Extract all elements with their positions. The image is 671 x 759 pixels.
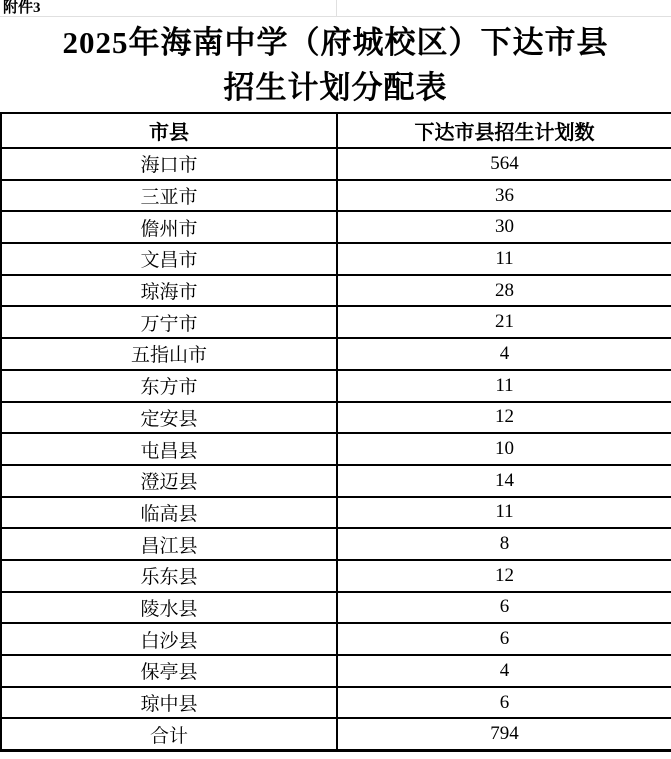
column-header-plan-count: 下达市县招生计划数 — [337, 113, 671, 148]
plan-count-cell: 11 — [337, 370, 671, 402]
allocation-table — [0, 112, 671, 752]
table-row — [1, 433, 671, 465]
county-cell: 白沙县 — [1, 623, 337, 655]
plan-count-cell: 10 — [337, 433, 671, 465]
attachment-label: 附件3 — [3, 0, 41, 16]
plan-count-cell: 6 — [337, 623, 671, 655]
county-cell: 屯昌县 — [1, 433, 337, 465]
plan-count-cell: 8 — [337, 528, 671, 560]
county-cell: 五指山市 — [1, 338, 337, 370]
county-cell: 临高县 — [1, 497, 337, 529]
table-row — [1, 211, 671, 243]
county-cell: 儋州市 — [1, 211, 337, 243]
table-row — [1, 402, 671, 434]
table-row — [1, 180, 671, 212]
table-row — [1, 687, 671, 719]
plan-count-cell: 4 — [337, 655, 671, 687]
table-row — [1, 243, 671, 275]
plan-count-cell: 21 — [337, 306, 671, 338]
plan-count-cell: 4 — [337, 338, 671, 370]
plan-count-cell: 14 — [337, 465, 671, 497]
county-cell: 海口市 — [1, 148, 337, 180]
spreadsheet-gridline-strip — [0, 0, 671, 17]
county-cell: 三亚市 — [1, 180, 337, 212]
plan-count-cell: 564 — [337, 148, 671, 180]
table-row — [1, 623, 671, 655]
plan-count-cell: 11 — [337, 497, 671, 529]
table-row — [1, 497, 671, 529]
gridline-vertical — [336, 0, 337, 16]
table-row — [1, 560, 671, 592]
page-title-line2: 招生计划分配表 — [223, 69, 448, 105]
header-row — [1, 113, 671, 148]
county-cell: 琼中县 — [1, 687, 337, 719]
county-cell: 昌江县 — [1, 528, 337, 560]
table-row — [1, 592, 671, 624]
table-row — [1, 465, 671, 497]
county-cell: 保亭县 — [1, 655, 337, 687]
table-row — [1, 148, 671, 180]
county-cell: 东方市 — [1, 370, 337, 402]
table-row — [1, 306, 671, 338]
table-row — [1, 655, 671, 687]
county-cell: 定安县 — [1, 402, 337, 434]
county-cell: 文昌市 — [1, 243, 337, 275]
total-label-cell: 合计 — [1, 718, 337, 750]
table-row — [1, 528, 671, 560]
plan-count-cell: 6 — [337, 687, 671, 719]
page-title-line1: 2025年海南中学（府城校区）下达市县 — [62, 24, 609, 60]
table-row — [1, 275, 671, 307]
plan-count-cell: 36 — [337, 180, 671, 212]
table-row — [1, 338, 671, 370]
plan-count-cell: 12 — [337, 560, 671, 592]
table-row — [1, 370, 671, 402]
plan-count-cell: 11 — [337, 243, 671, 275]
plan-count-cell: 28 — [337, 275, 671, 307]
county-cell: 万宁市 — [1, 306, 337, 338]
county-cell: 乐东县 — [1, 560, 337, 592]
county-cell: 琼海市 — [1, 275, 337, 307]
total-row — [1, 718, 671, 750]
plan-count-cell: 12 — [337, 402, 671, 434]
county-cell: 澄迈县 — [1, 465, 337, 497]
page-title — [0, 17, 671, 112]
plan-count-cell: 6 — [337, 592, 671, 624]
plan-count-cell: 30 — [337, 211, 671, 243]
county-cell: 陵水县 — [1, 592, 337, 624]
total-value-cell: 794 — [337, 718, 671, 750]
column-header-county: 市县 — [1, 113, 337, 148]
